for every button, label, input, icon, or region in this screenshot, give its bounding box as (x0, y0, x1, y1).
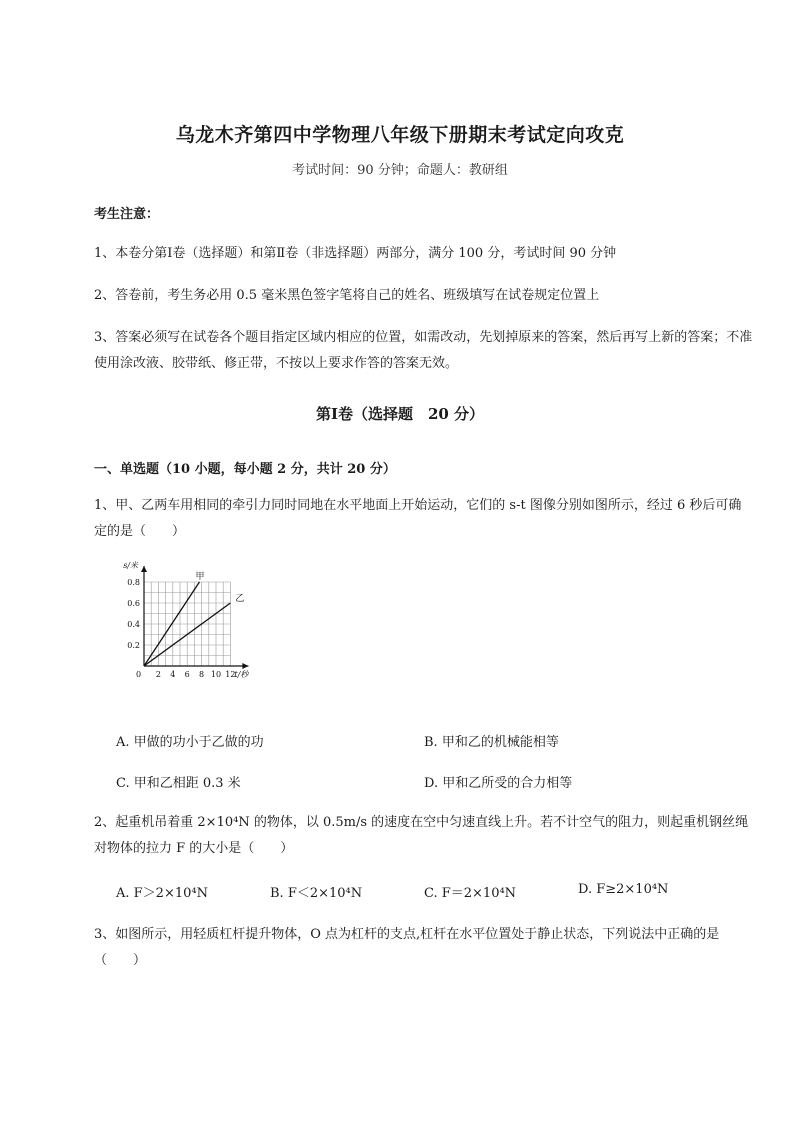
page-title: 乌龙木齐第四中学物理八年级下册期末考试定向攻克 (175, 124, 625, 146)
question-1-option-c[interactable]: C. 甲和乙相距 0.3 米 (116, 776, 241, 791)
y-axis-arrow (141, 566, 147, 572)
x-tick-label: 8 (199, 670, 205, 679)
question-1-option-d[interactable]: D. 甲和乙所受的合力相等 (424, 776, 573, 791)
s-t-graph (110, 561, 280, 690)
y-tick-label: 0.6 (127, 599, 140, 608)
origin-label: 0 (136, 670, 142, 679)
notice-item-3: 3、答案必须写在试卷各个题目指定区域内相应的位置，如需改动，先划掉原来的答案，然后再写上新的答案；不准使用涂改液、胶带纸、修正带，不按以上要求作答的答案无效。 (94, 330, 753, 371)
series-label-2: 乙 (235, 594, 245, 604)
series-label-1: 甲 (195, 572, 205, 582)
section-title: 第Ⅰ卷（选择题 20 分） (315, 405, 485, 423)
y-tick-label: 0.2 (127, 641, 140, 650)
part-title: 一、单选题（10 小题，每小题 2 分，共计 20 分） (94, 462, 396, 477)
y-tick-label: 0.8 (127, 578, 140, 587)
question-2-option-d[interactable]: D. F≥2×10⁴N (578, 882, 669, 897)
y-tick-label: 0.4 (127, 620, 140, 629)
graph-grid (144, 582, 230, 666)
x-tick-label: 2 (155, 670, 161, 679)
question-2-option-b[interactable]: B. F＜2×10⁴N (270, 886, 363, 901)
question-2-stem: 2、起重机吊着重 2×10⁴N 的物体，以 0.5m/s 的速度在空中匀速直线上升。若不计空气的阻力，则起重机钢丝绳对物体的拉力 F 的大小是（ ） (94, 815, 749, 856)
question-1-option-b[interactable]: B. 甲和乙的机械能相等 (424, 735, 559, 750)
question-1-option-a[interactable]: A. 甲做的功小于乙做的功 (116, 735, 264, 750)
question-2-option-c[interactable]: C. F＝2×10⁴N (424, 886, 517, 901)
question-1-stem: 1、甲、乙两车用相同的牵引力同时同地在水平地面上开始运动，它们的 s-t 图像分别如图所示，经过 6 秒后可确定的是（ ） (94, 498, 742, 539)
question-2-option-a[interactable]: A. F＞2×10⁴N (116, 886, 208, 901)
x-tick-label: 4 (170, 670, 176, 679)
y-axis-label: s/米 (123, 561, 138, 570)
notice-heading: 考生注意： (94, 207, 160, 222)
x-tick-label: 10 (210, 670, 222, 679)
x-axis-arrow (242, 663, 248, 669)
x-tick-label: 6 (184, 670, 190, 679)
exam-info: 考试时间：90 分钟；命题人：教研组 (292, 163, 508, 178)
notice-item-2: 2、答卷前，考生务必用 0.5 毫米黑色签字笔将自己的姓名、班级填写在试卷规定位置上 (94, 288, 600, 303)
x-tick-label: 12 (225, 670, 236, 679)
notice-item-1: 1、本卷分第Ⅰ卷（选择题）和第Ⅱ卷（非选择题）两部分，满分 100 分，考试时间 90 分钟 (94, 246, 617, 261)
graph-ticks (123, 561, 250, 679)
x-axis-label: t/秒 (234, 670, 249, 679)
question-3-stem: 3、如图所示，用轻质杠杆提升物体，O 点为杠杆的支点,杠杆在水平位置处于静止状态，下列说法中正确的是（ ） (94, 927, 720, 968)
